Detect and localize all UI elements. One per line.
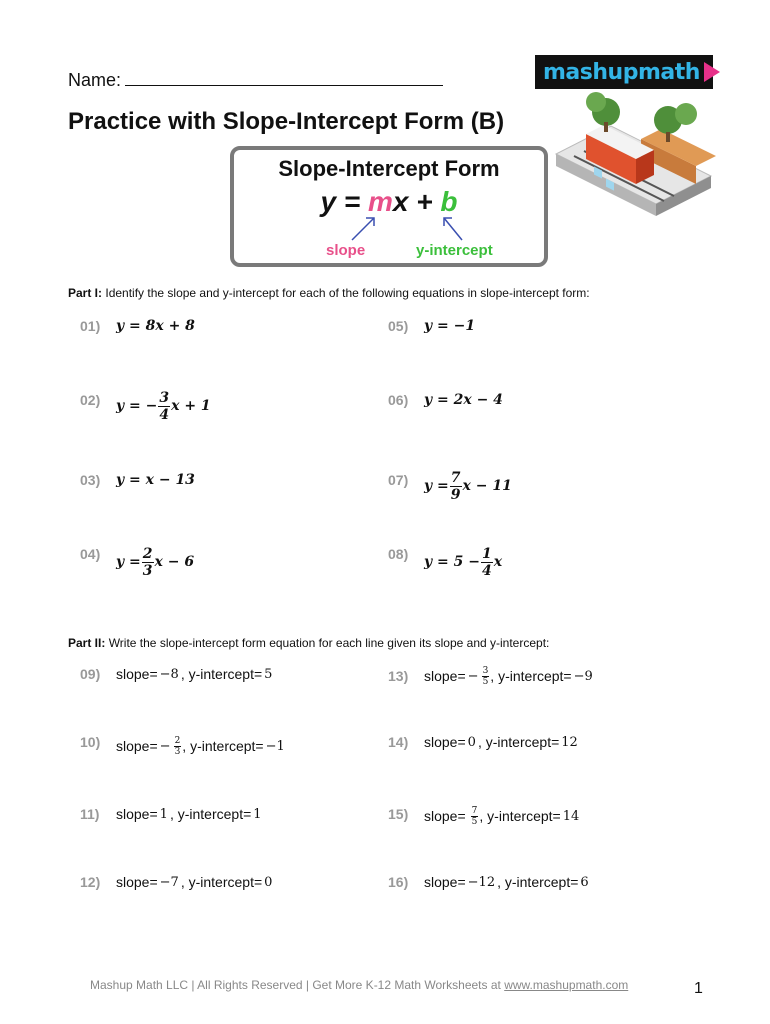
problem-equation: y = 8x + 8: [116, 318, 195, 334]
problem-number: 11): [80, 806, 100, 822]
problem-number: 03): [80, 472, 101, 488]
problem-number: 06): [388, 392, 409, 408]
page-title: Practice with Slope-Intercept Form (B): [68, 108, 505, 135]
problem-equation: y = −1: [424, 318, 476, 334]
logo-text: mashupmath: [543, 59, 700, 85]
problem-statement: slope= − $\frac{2}{3}$ , y-intercept= −1: [116, 735, 285, 757]
problem-statement: slope= −8 , y-intercept= 5: [116, 666, 273, 682]
problem-number: 01): [80, 318, 101, 334]
trolley-illustration: [546, 84, 716, 234]
problem-number: 07): [388, 472, 409, 488]
page-number: 1: [694, 980, 703, 997]
formula-heading: Slope-Intercept Form: [278, 156, 500, 181]
problem-equation: y = $\frac{2}{3}$ x − 6: [116, 545, 195, 579]
y-intercept-label: y-intercept: [416, 242, 493, 259]
name-blank-line: [125, 71, 443, 86]
problem-number: 13): [388, 668, 409, 684]
problem-number: 12): [80, 874, 101, 890]
problem-number: 10): [80, 734, 101, 750]
part2-instructions: Part II: Write the slope-intercept form equation for each line given its slope and y-intercept:: [68, 636, 550, 650]
problem-number: 05): [388, 318, 409, 334]
problem-equation: y = − $\frac{3}{4}$ x + 1: [116, 389, 211, 423]
slope-label: slope: [326, 242, 366, 259]
problem-statement: slope= −7 , y-intercept= 0: [116, 874, 273, 890]
problem-statement: slope= −12 , y-intercept= 6: [424, 874, 589, 890]
problem-number: 15): [388, 806, 409, 822]
part1-instructions: Part I: Identify the slope and y-intercept for each of the following equations in slope-intercept form:: [68, 286, 590, 300]
footer-link[interactable]: www.mashupmath.com: [504, 978, 629, 992]
name-field: [68, 70, 443, 91]
formula-box: [230, 146, 548, 267]
problem-statement: slope= 0 , y-intercept= 12: [424, 734, 578, 750]
problem-equation: y = 2x − 4: [424, 392, 503, 408]
formula-equation: y = mx + b: [320, 186, 458, 217]
problem-number: 09): [80, 666, 101, 682]
problem-number: 02): [80, 392, 101, 408]
problem-number: 04): [80, 546, 101, 562]
problem-equation: y = $\frac{7}{9}$ x − 11: [424, 469, 512, 503]
problem-statement: slope= 7 5 , y-intercept= 14: [424, 805, 580, 827]
problem-statement: slope= 1 , y-intercept= 1: [116, 806, 262, 822]
pointer-arrows-icon: [234, 150, 544, 263]
problem-number: 14): [388, 734, 409, 750]
problem-number: 16): [388, 874, 409, 890]
play-triangle-icon: [704, 62, 720, 82]
problem-equation: y = x − 13: [116, 472, 195, 488]
footer: [90, 978, 628, 992]
name-label: Name:: [68, 70, 122, 90]
problem-equation: y = 5 − $\frac{1}{4}$ x: [424, 545, 503, 579]
footer-text: Mashup Math LLC | All Rights Reserved | Get More K-12 Math Worksheets at: [90, 978, 501, 992]
problem-statement: slope= − $\frac{3}{5}$ , y-intercept= −9: [424, 665, 593, 687]
problem-number: 08): [388, 546, 409, 562]
